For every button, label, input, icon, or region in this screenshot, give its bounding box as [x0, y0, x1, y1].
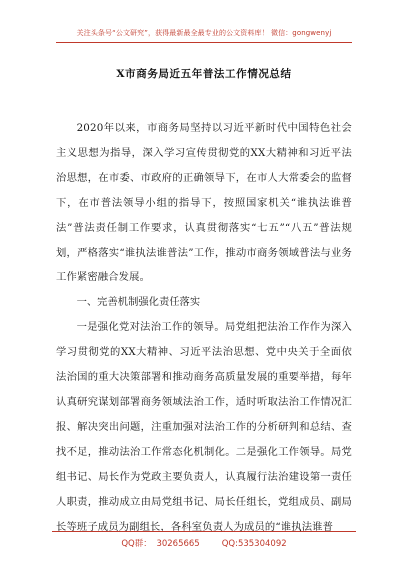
footer-qq: QQ:535304092 — [221, 539, 287, 549]
document-title: X市商务局近五年普法工作情况总结 — [116, 68, 292, 80]
header-divider — [56, 42, 352, 43]
footer-divider — [52, 531, 356, 532]
section-heading: 一、完善机制强化责任落实 — [76, 296, 201, 309]
document-body — [56, 116, 352, 539]
body-paragraph: 一是强化党对法治工作的领导。局党组把法治工作作为深入学习贯彻党的XX大精神、习近平法治思想、党中央关于全面依法治国的重大决策部署和推动商务高质量发展的重要举措，每年认真研究谋划部署商务领域法治工作，适时听取法治工作情况汇报、解决突出问题，注重加强对法治工作的分析研判和总结、查找不足，推动法治工作常态化机制化。二是强化工作领导。局党组书记、局长作为党政主要负责人，认真履行法治建设第一责任人职责，推动成立由局党组书记、局长任组长，党组成员、副局长等班子成员为副组长，各科室负责人为成员的“谁执法谁普 — [56, 321, 352, 533]
footer-contact — [0, 537, 408, 549]
body-paragraph: 2020年以来，市商务局坚持以习近平新时代中国特色社会主义思想为指导，深入学习宣传贯彻党的XX大精神和习近平法治思想，在市委、市政府的正确领导下，在市人大常委会的监督下，在市普法领导小组的指导下，按照国家机关“谁执法谁普法”普法责任制工作要求，认真贯彻落实“七五”“八五”普法规划，严格落实“谁执法谁普法”工作，推动市商务领域普法与业务工作紧密融合发展。 — [56, 122, 352, 284]
header-banner: 关注头条号“公文研究”，获得最新最全最专业的公文资料库！ 微信：gongwenyj — [76, 29, 332, 37]
footer-qq-group: QQ群： 30265665 — [121, 539, 200, 549]
